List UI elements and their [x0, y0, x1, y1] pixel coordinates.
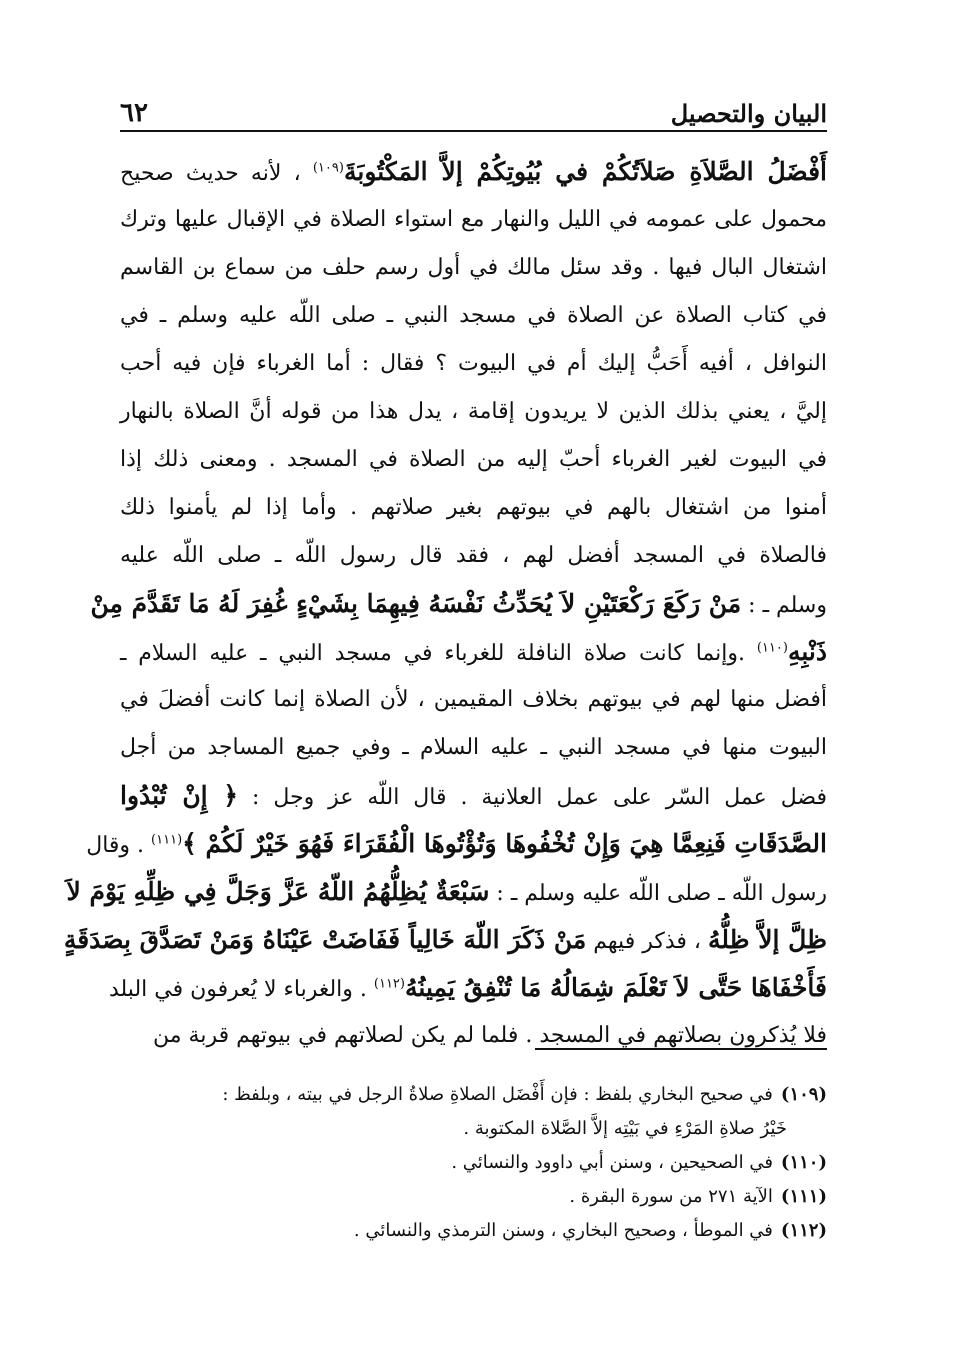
plain-text: أمنوا من اشتغال بالهم في بيوتهم بغير صلاتهم . وأما إذا لم يأمنوا ذلك — [120, 495, 827, 520]
footnote-reference: (١١١) — [151, 832, 183, 848]
footnote-text: في صحيح البخاري بلفظ : فإن أَفْضَل الصلاةِ صلاةُ الرجل في بيته ، وبلفظ : — [222, 1084, 773, 1105]
footnote-item — [120, 1112, 827, 1146]
footnote-item — [120, 1078, 827, 1112]
footnote-item — [120, 1146, 827, 1180]
plain-text: البيوت منها في مسجد النبي ـ عليه السلام ـ وفي جميع المساجد من أجل — [120, 735, 827, 760]
hadith-text: ﴿ إِنْ تُبْدُوا — [120, 781, 238, 810]
hadith-text: سَبْعَةٌ يُظِلُّهُمُ اللّهُ عَزَّ وَجَلَّ فِي ظِلِّهِ يَوْمَ لاَ — [66, 877, 490, 906]
plain-text: فالصلاة في المسجد أفضل لهم ، فقد قال رسول اللّه ـ صلى اللّه عليه — [120, 543, 827, 568]
footnote-text: في الصحيحين ، وسنن أبي داوود والنسائي . — [451, 1152, 773, 1173]
hadith-text: أَفْضَلُ الصَّلاَةِ صَلاَتُكُمْ في بُيُوتِكُمْ إلاَّ المَكْتُوبَةَ — [343, 157, 827, 186]
hadith-text: ظِلَّ إلاَّ ظِلُّهُ — [707, 925, 827, 954]
text-line — [120, 724, 827, 772]
text-line — [120, 292, 827, 340]
text-line — [120, 1012, 827, 1060]
footnotes — [120, 1078, 827, 1248]
plain-text: أفضل منها لهم في بيوتهم بخلاف المقيمين ، لأن الصلاة إنما كانت أفضلَ في — [120, 687, 827, 712]
footnote-item — [120, 1214, 827, 1248]
plain-text: . والغرباء لا يُعرفون في البلد — [108, 977, 374, 1002]
plain-text: ، فذكر فيهم — [586, 929, 708, 954]
plain-text: إليَّ ، يعني بذلك الذين لا يريدون إقامة ، يدل هذا من قوله أنَّ الصلاة بالنهار — [120, 399, 827, 424]
plain-text: .وإنما كانت صلاة النافلة للغرباء في مسجد النبي ـ عليه السلام ـ — [120, 641, 757, 666]
text-line — [66, 868, 827, 916]
plain-text: ، لأنه حديث صحيح — [120, 161, 313, 186]
page-header — [120, 88, 827, 132]
text-line — [86, 820, 827, 868]
footnote-number: (١١٢) — [780, 1220, 827, 1241]
text-line — [120, 196, 827, 244]
plain-text: النوافل ، أفيه أَحَبُّ إليك أم في البيوت ؟ فقال : أما الغرباء فإن فيه أحب — [120, 351, 827, 376]
footnote-item — [120, 1180, 827, 1214]
text-line — [120, 436, 827, 484]
hadith-text: الصَّدَقَاتِ فَنِعِمَّا هِيَ وَإِنْ تُخْفُوهَا وَتُؤْتُوهَا الْفُقَرَاءَ فَهُوَ خَيْرٌ لَكُمْ ﴾ — [182, 829, 827, 858]
footnote-number: (١٠٩) — [780, 1084, 827, 1105]
footnote-text: خَيْرُ صلاةِ المَرْءِ في بَيْتِه إلاَّ الصَّلاة المكتوبة . — [463, 1118, 787, 1139]
text-line — [120, 340, 827, 388]
hadith-text: ذَنْبِهِ — [787, 637, 827, 666]
footnote-divider — [535, 1048, 827, 1050]
text-line — [120, 628, 827, 676]
footnote-text: الآية ٢٧١ من سورة البقرة . — [569, 1186, 773, 1207]
plain-text: في كتاب الصلاة عن الصلاة في مسجد النبي ـ صلى اللّه عليه وسلم ـ في — [120, 303, 827, 328]
plain-text: . وقال — [86, 833, 152, 858]
hadith-text: مَنْ ذَكَرَ اللّهَ خَالِياً فَفَاضَتْ عَيْنَاهُ وَمَنْ تَصَدَّقَ بِصَدَقَةٍ — [63, 925, 587, 954]
footnote-text: في الموطأ ، وصحيح البخاري ، وسنن الترمذي والنسائي . — [353, 1220, 773, 1241]
hadith-text: فَأَخْفَاهَا حَتَّى لاَ تَعْلَمَ شِمَالُهُ مَا تُنْفِقُ يَمِينُهُ — [405, 973, 827, 1002]
text-line — [108, 964, 827, 1012]
plain-text: اشتغال البال فيها . وقد سئل مالك في أول رسم حلف من سماع بن القاسم — [120, 255, 827, 280]
plain-text: وسلم ـ : — [741, 593, 827, 618]
plain-text: فضل عمل السّر على عمل العلانية . قال اللّه عز وجل : — [237, 785, 827, 810]
text-line — [120, 388, 827, 436]
hadith-text: مَنْ رَكَعَ رَكْعَتَيْنِ لاَ يُحَدِّثُ نَفْسَهُ فِيهِمَا بِشَيْءٍ غُفِرَ لَهُ مَا تَقَدَّمَ مِنْ — [90, 589, 742, 618]
footnote-reference: (١١٢) — [373, 976, 405, 992]
plain-text: رسول اللّه ـ صلى اللّه عليه وسلم ـ : — [489, 881, 827, 906]
page-number: ٦٢ — [120, 98, 148, 128]
text-line — [120, 484, 827, 532]
text-line — [120, 148, 827, 196]
text-line — [63, 916, 827, 964]
footnote-reference: (١١٠) — [756, 640, 788, 656]
text-line — [90, 580, 827, 628]
text-line — [120, 676, 827, 724]
text-line — [120, 532, 827, 580]
footnote-number: (١١١) — [780, 1186, 827, 1207]
running-title: البيان والتحصيل — [670, 99, 827, 128]
text-line — [120, 772, 827, 820]
plain-text: في البيوت لغير الغرباء أحبّ إليه من الصلاة في المسجد . ومعنى ذلك إذا — [120, 447, 827, 472]
plain-text: فلا يُذكرون بصلاتهم في المسجد . فلما لم يكن لصلاتهم في بيوتهم قربة من — [153, 1023, 827, 1048]
text-line — [120, 244, 827, 292]
footnote-number: (١١٠) — [780, 1152, 827, 1173]
footnote-reference: (١٠٩) — [312, 160, 344, 176]
main-text — [63, 148, 827, 1060]
plain-text: محمول على عمومه في الليل والنهار مع استواء الصلاة في الإقبال عليها وترك — [120, 207, 827, 232]
